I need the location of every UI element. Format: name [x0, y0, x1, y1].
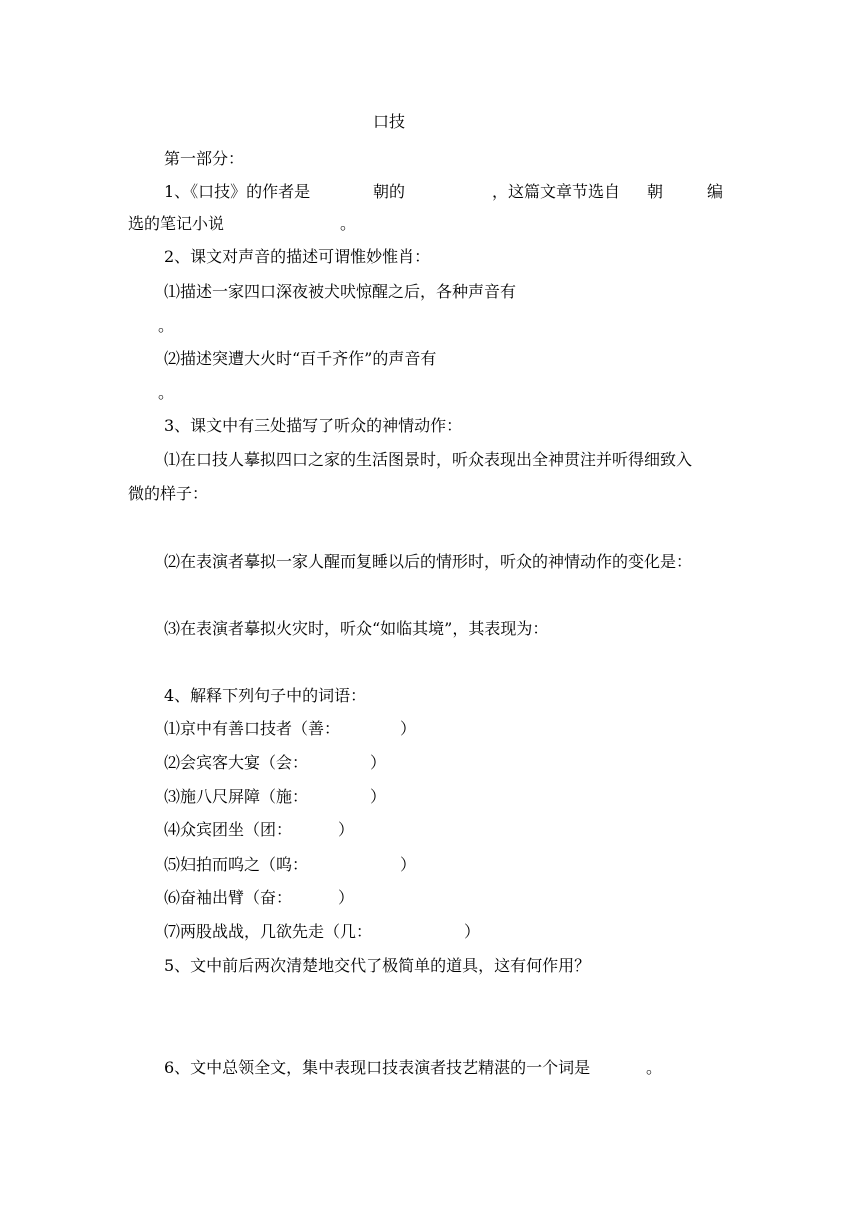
- q1-text-f: 选的笔记小说: [128, 214, 225, 233]
- part-label: 第一部分：: [164, 149, 245, 168]
- q2-sub1-end: 。: [158, 316, 175, 335]
- q4-item-7: ⑺两股战战，几欲先走（几：: [164, 922, 373, 941]
- q4-item-2-close: ）: [370, 753, 387, 772]
- q2-sub2: ⑵描述突遭大火时“百千齐作”的声音有: [164, 349, 437, 368]
- q2-prompt: 2、课文对声音的描述可谓惟妙惟肖：: [164, 247, 431, 266]
- q4-prompt: 4、解释下列句子中的词语：: [164, 686, 367, 705]
- q6-end: 。: [646, 1058, 663, 1077]
- q6-prompt: 6、文中总领全文，集中表现口技表演者技艺精湛的一个词是: [164, 1058, 591, 1077]
- q4-item-5: ⑸妇拍而呜之（呜：: [164, 855, 309, 874]
- q3-sub1-line1: ⑴在口技人摹拟四口之家的生活图景时，听众表现出全神贯注并听得细致入: [164, 450, 693, 469]
- q4-item-3: ⑶施八尺屏障（施：: [164, 787, 309, 806]
- q4-item-1-close: ）: [400, 719, 417, 738]
- q2-sub1: ⑴描述一家四口深夜被犬吠惊醒之后，各种声音有: [164, 282, 517, 301]
- q4-item-1: ⑴京中有善口技者（善：: [164, 719, 341, 738]
- q3-sub3: ⑶在表演者摹拟火灾时，听众“如临其境”，其表现为：: [164, 619, 549, 638]
- q1-text-c: ，这篇文章节选自: [492, 182, 621, 201]
- q1-text-e: 编: [707, 182, 724, 201]
- q4-item-2: ⑵会宾客大宴（会：: [164, 753, 309, 772]
- q3-sub2: ⑵在表演者摹拟一家人醒而复睡以后的情形时，听众的神情动作的变化是：: [164, 552, 693, 571]
- q1-text-d: 朝: [647, 182, 664, 201]
- q1-text-a: 1、《口技》的作者是: [164, 182, 311, 201]
- q4-item-4-close: ）: [338, 820, 355, 839]
- q4-item-6: ⑹奋袖出臂（奋：: [164, 888, 293, 907]
- q3-prompt: 3、课文中有三处描写了听众的神情动作：: [164, 416, 463, 435]
- q4-item-3-close: ）: [370, 787, 387, 806]
- q4-item-6-close: ）: [338, 888, 355, 907]
- q1-text-g: 。: [340, 214, 357, 233]
- q4-item-5-close: ）: [400, 855, 417, 874]
- q3-sub1-line2: 微的样子：: [128, 484, 209, 503]
- q4-item-7-close: ）: [464, 922, 481, 941]
- q4-item-4: ⑷众宾团坐（团：: [164, 820, 293, 839]
- document-title: 口技: [373, 112, 406, 131]
- q5-prompt: 5、文中前后两次清楚地交代了极简单的道具，这有何作用？: [164, 956, 591, 975]
- q2-sub2-end: 。: [158, 383, 175, 402]
- q1-text-b: 朝的: [373, 182, 406, 201]
